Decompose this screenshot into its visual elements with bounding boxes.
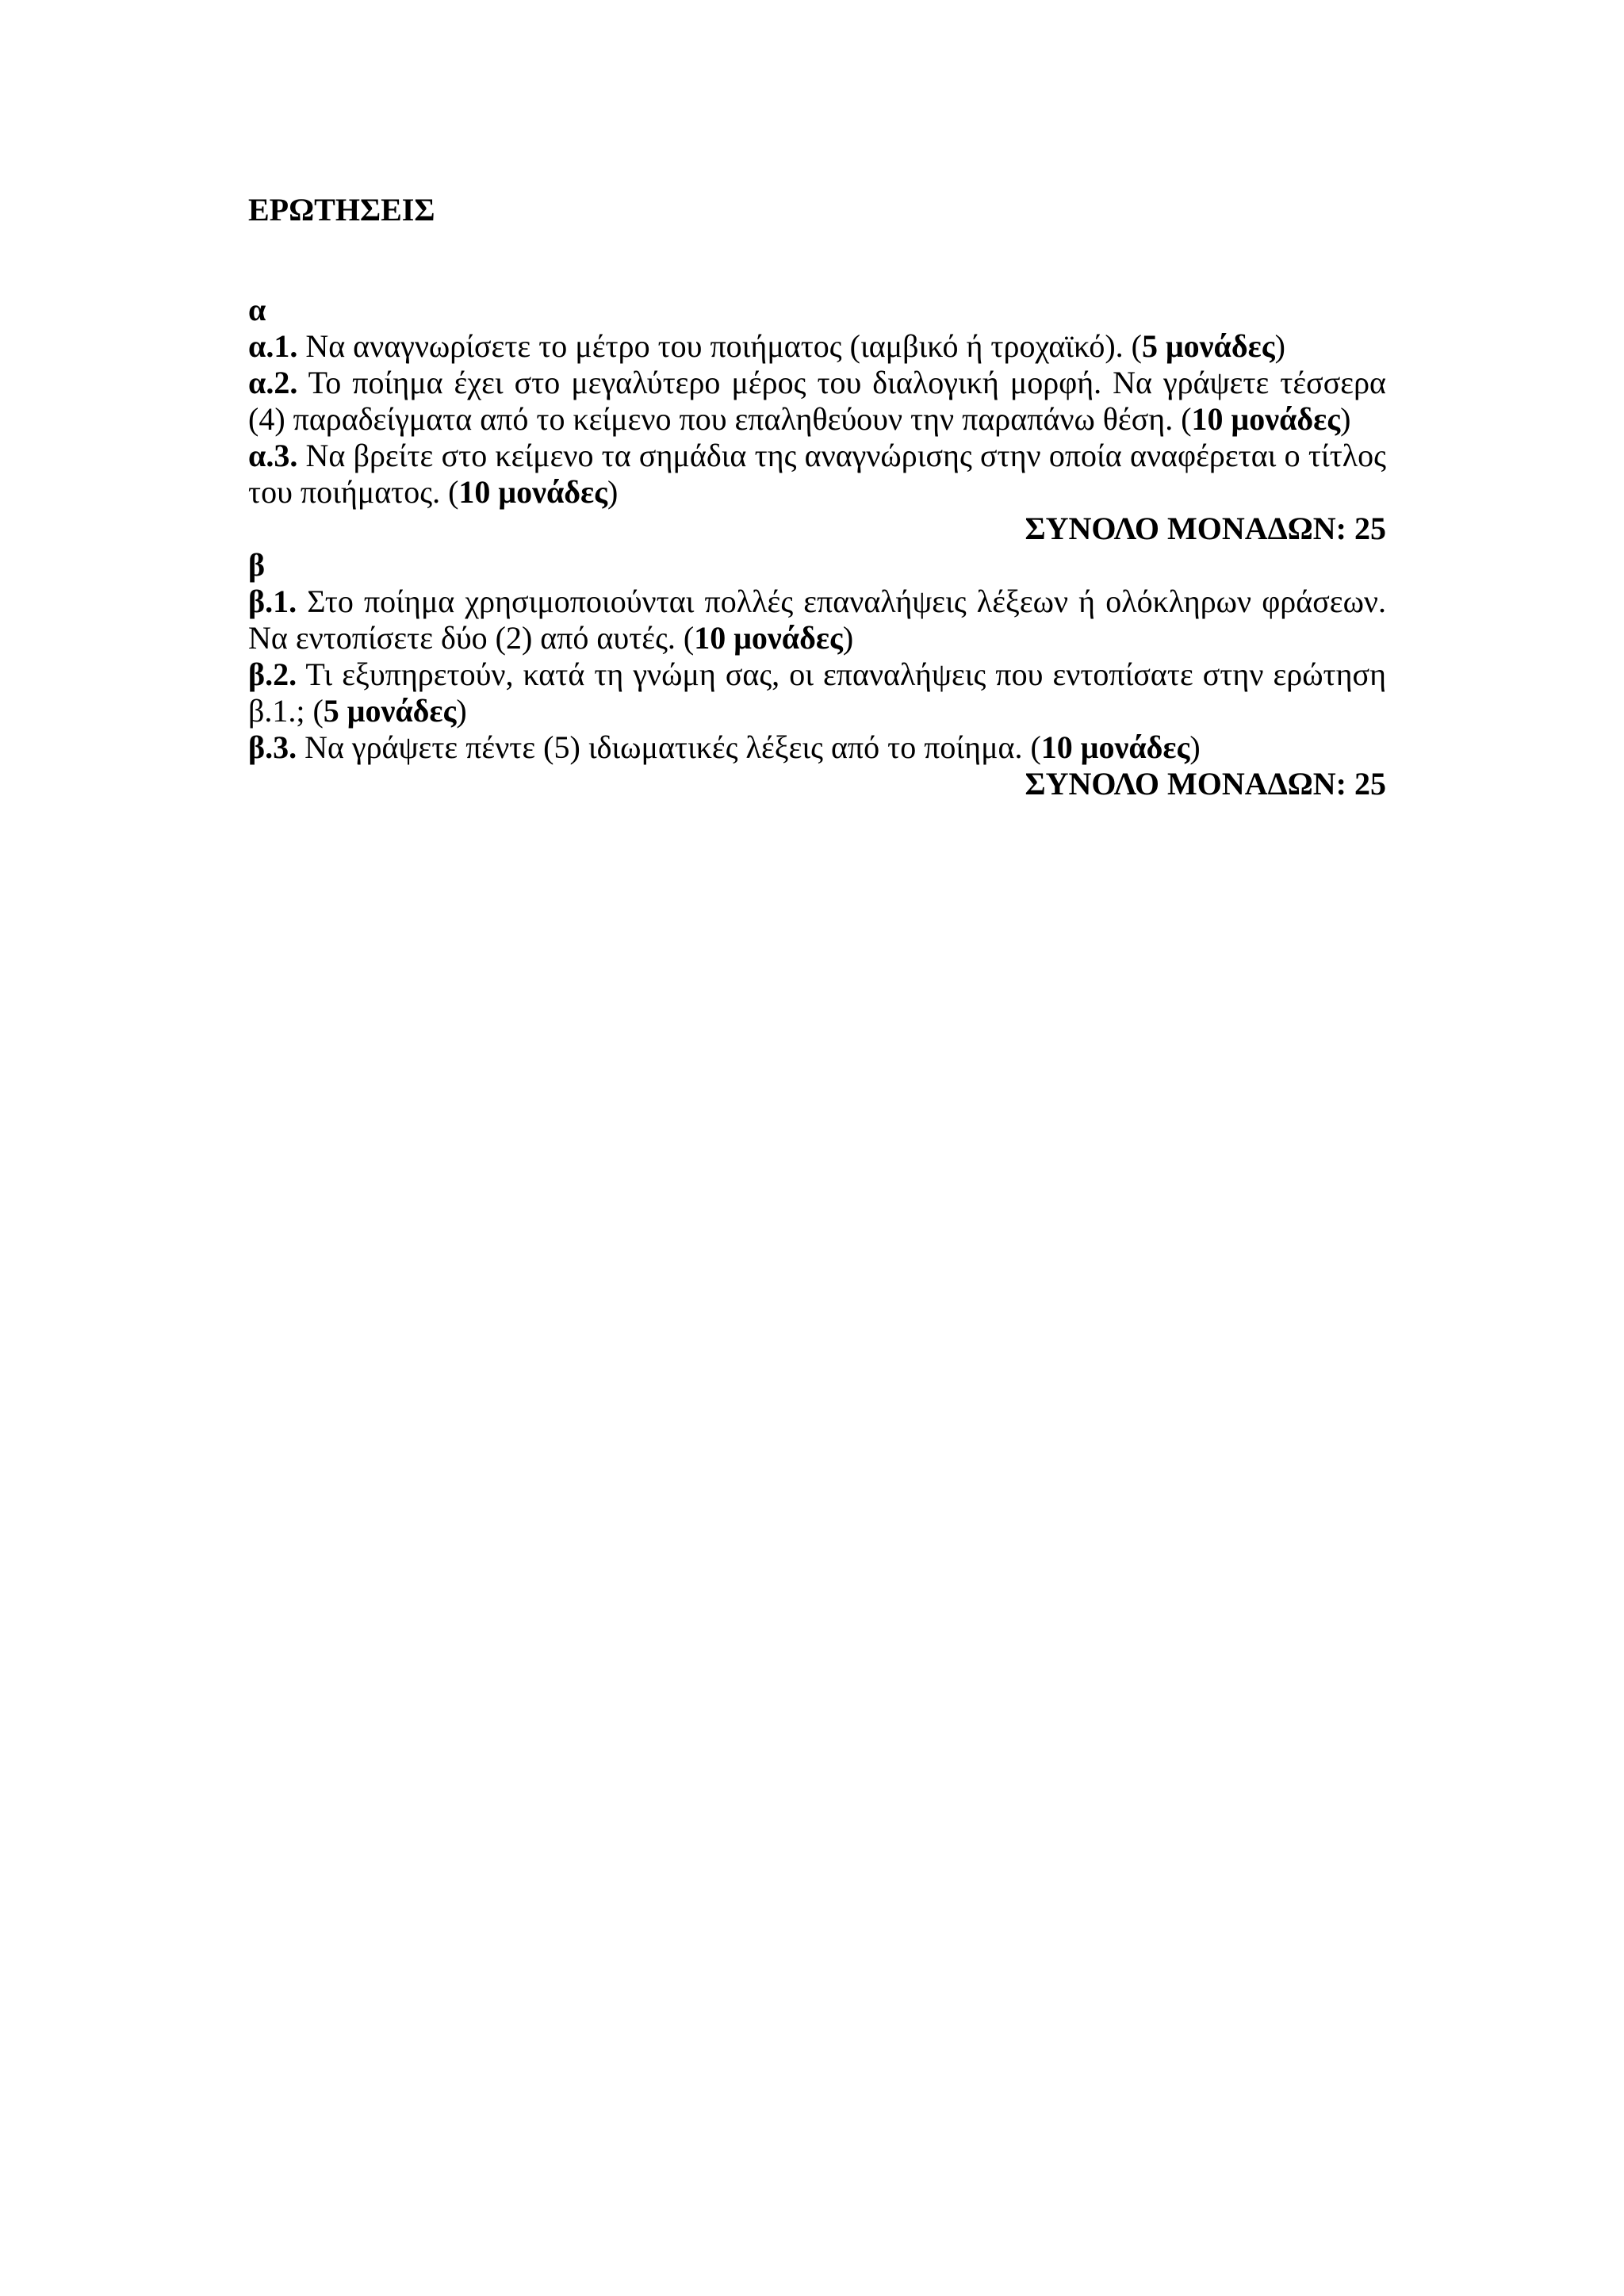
question-number: β.2. bbox=[248, 656, 297, 692]
question-close: ) bbox=[1274, 328, 1285, 364]
page-title: ΕΡΩΤΗΣΕΙΣ bbox=[248, 192, 435, 228]
question-item bbox=[248, 365, 1386, 438]
question-text: Να γράψετε πέντε (5) ιδιωματικές λέξεις από το ποίημα. ( bbox=[297, 729, 1041, 765]
question-number: α.2. bbox=[248, 365, 298, 400]
question-points: 10 μονάδες bbox=[1040, 729, 1190, 765]
question-text: Στο ποίημα χρησιμοποιούνται πολλές επαναλήψεις λέξεων ή ολόκληρων φράσεων. Να εντοπίσετε δύο (2) από αυτές. ( bbox=[248, 584, 1386, 656]
question-points: 5 μονάδες bbox=[323, 693, 457, 729]
question-close: ) bbox=[1340, 401, 1351, 437]
section-a bbox=[248, 292, 1386, 547]
question-item bbox=[248, 656, 1386, 729]
question-number: β.3. bbox=[248, 729, 297, 765]
question-close: ) bbox=[607, 474, 619, 510]
section-b bbox=[248, 547, 1386, 802]
question-item bbox=[248, 584, 1386, 656]
question-number: β.1. bbox=[248, 584, 297, 619]
section-total: ΣΥΝΟΛΟ ΜΟΝΑΔΩΝ: 25 bbox=[1025, 766, 1386, 802]
question-number: α.1. bbox=[248, 328, 298, 364]
question-text: Το ποίημα έχει στο μεγαλύτερο μέρος του διαλογική μορφή. Να γράψετε τέσσερα (4) παραδείγματα από το κείμενο που επαληθεύουν την παραπάνω θέση. ( bbox=[248, 365, 1386, 437]
section-letter: α bbox=[248, 292, 266, 327]
question-points: 5 μονάδες bbox=[1141, 328, 1275, 364]
question-points: 10 μονάδες bbox=[694, 620, 843, 656]
question-close: ) bbox=[1189, 729, 1201, 765]
question-item bbox=[248, 729, 1386, 766]
question-text: Να αναγνωρίσετε το μέτρο του ποιήματος (ιαμβικό ή τροχαϊκό). ( bbox=[297, 328, 1142, 364]
question-points: 10 μονάδες bbox=[1191, 401, 1341, 437]
question-close: ) bbox=[842, 620, 854, 656]
question-text: Τι εξυπηρετούν, κατά τη γνώμη σας, οι επαναλήψεις που εντοπίσατε στην ερώτηση β.1.; ( bbox=[248, 656, 1386, 729]
document-content bbox=[248, 192, 1386, 802]
question-item bbox=[248, 438, 1386, 511]
question-text: Να βρείτε στο κείμενο τα σημάδια της αναγνώρισης στην οποία αναφέρεται ο τίτλος του ποιήματος. ( bbox=[248, 438, 1386, 510]
question-points: 10 μονάδες bbox=[458, 474, 607, 510]
section-letter: β bbox=[248, 547, 266, 583]
section-total: ΣΥΝΟΛΟ ΜΟΝΑΔΩΝ: 25 bbox=[1025, 511, 1386, 546]
question-item bbox=[248, 328, 1386, 365]
question-number: α.3. bbox=[248, 438, 298, 473]
question-close: ) bbox=[456, 693, 467, 729]
